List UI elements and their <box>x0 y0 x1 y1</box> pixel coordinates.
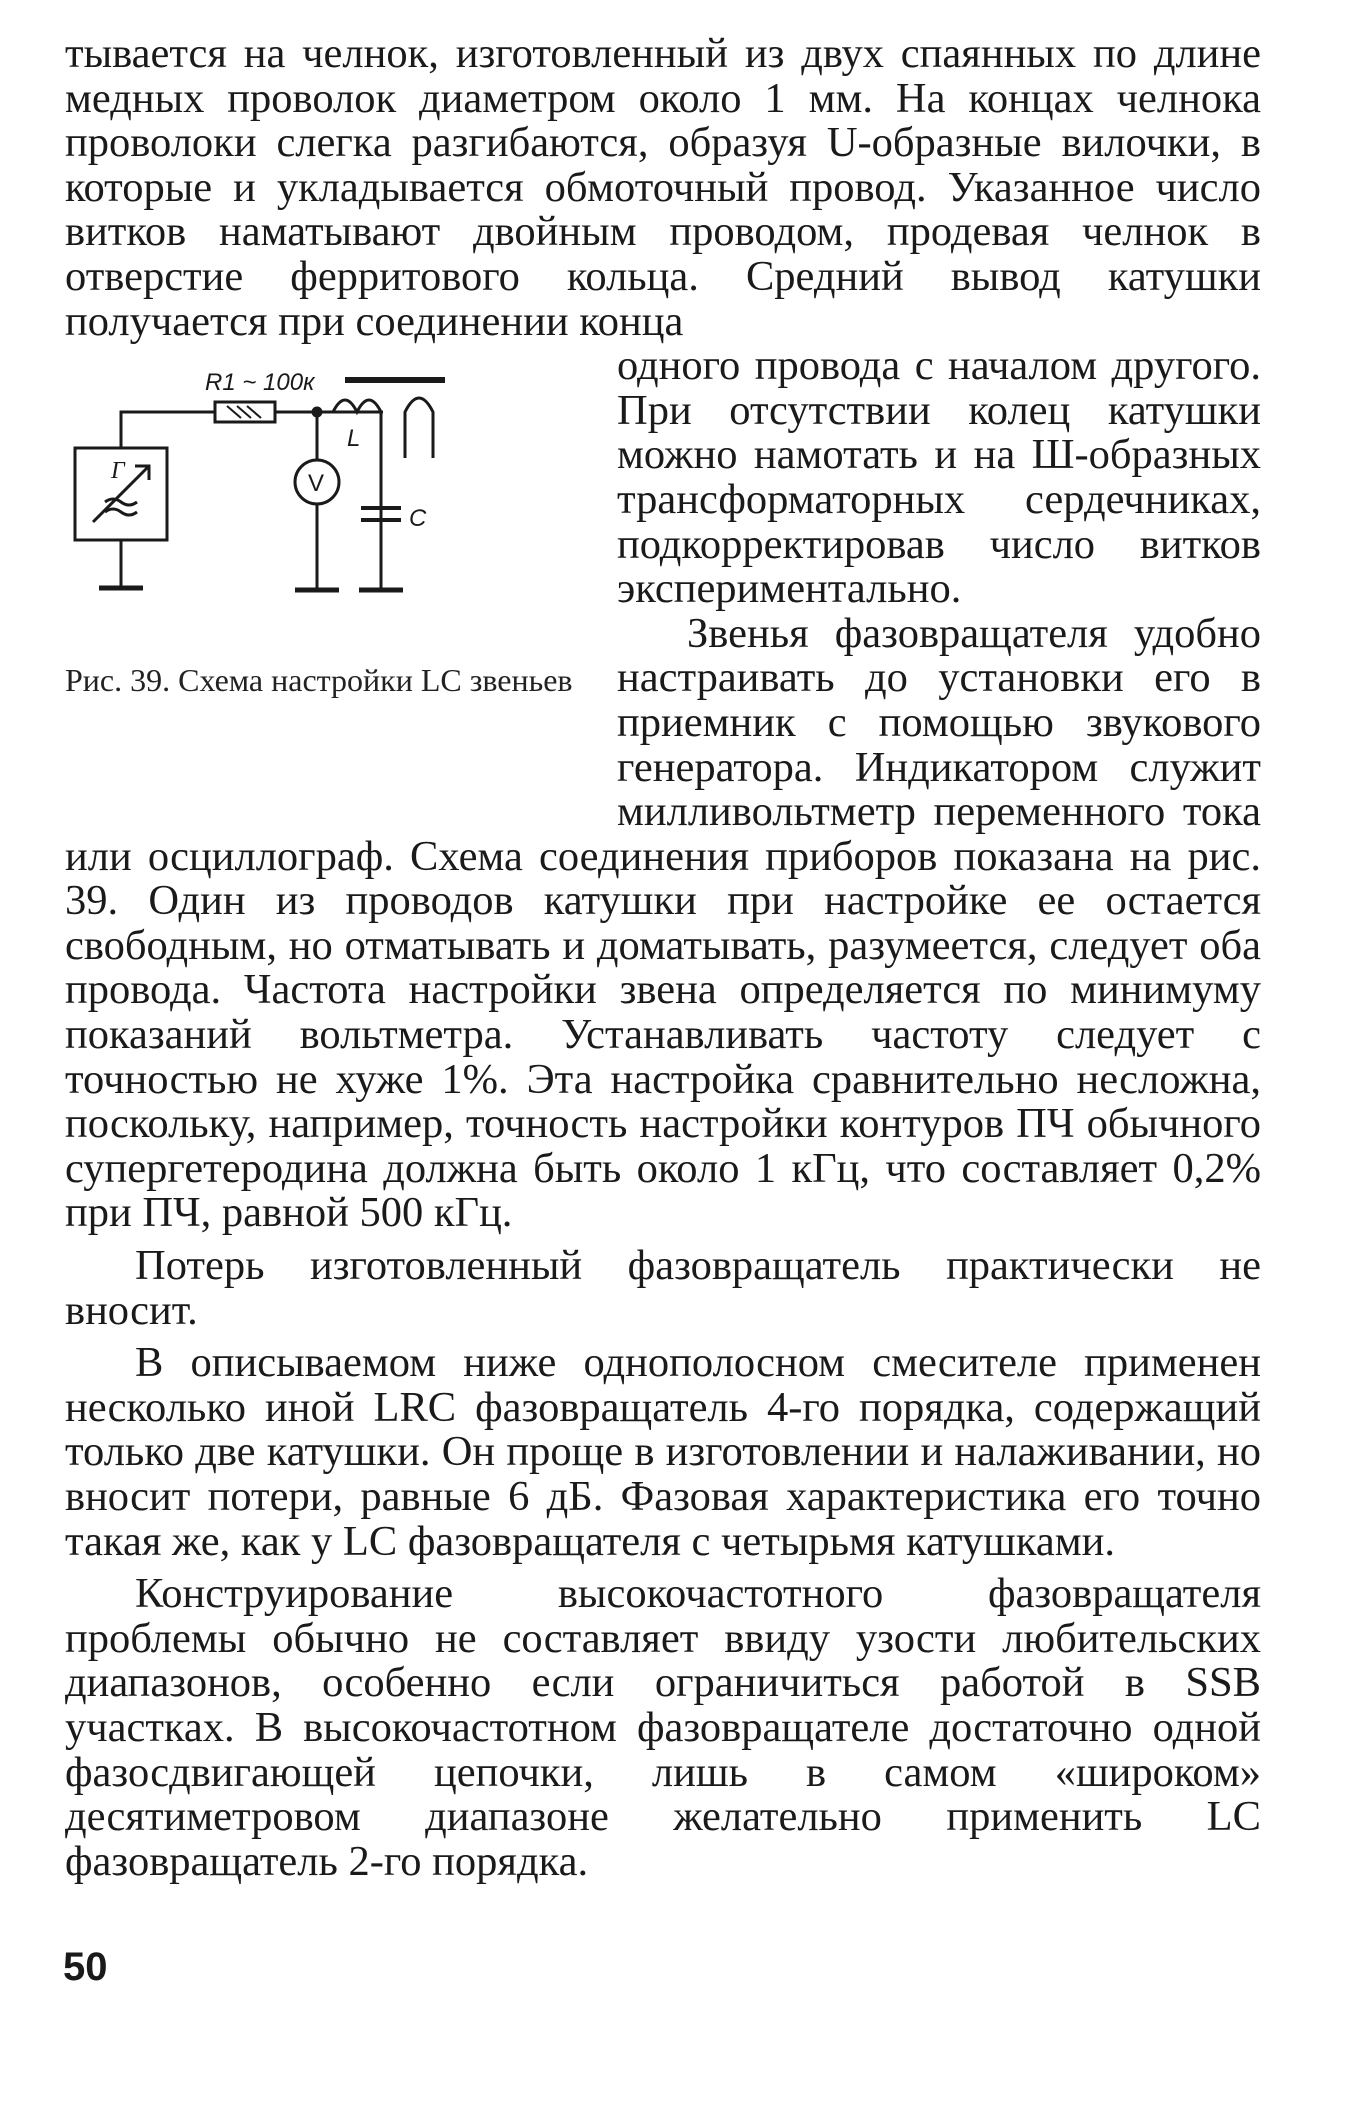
paragraph-5: Конструирование высокочастотного фазовращателя проблемы обычно не составляет ввиду узости любительских диапазонов, особенно если ограничиться работой в SSB участках. В высокочастотном фазовращателе достаточно одной фазосдвигающей цепочки, лишь в самом «широком» десятиметровом диапазоне желательно применить LC фазовращатель 2-го порядка. <box>65 1570 1261 1885</box>
voltmeter-label: V <box>308 470 325 498</box>
page-body <box>65 32 1261 1884</box>
paragraph-4: В описываемом ниже однополосном смесителе применен несколько иной LRC фазовращатель 4-го порядка, содержащий только две катушки. Он проще в изготовлении и налаживании, но вносит потери, равные 6 дБ. Фазовая характеристика его точно такая же, как у LC фазовращателя с четырьмя катушками. <box>65 1339 1261 1565</box>
paragraph-1-start: тывается на челнок, изготовленный из двух спаянных по длине медных проволок диаметром около 1 мм. На концах челнока проволоки слегка разгибаются, образуя U-образные вилочки, в которые и укладывается обмоточный провод. Указанное число витков наматывают двойным проводом, продевая челнок в отверстие ферритового кольца. Средний вывод катушки получается при соединении конца <box>65 30 1261 345</box>
figure-39 <box>65 344 585 792</box>
lc-tuning-schematic <box>65 370 585 670</box>
figure-caption: Рис. 39. Схема настройки LC звеньев <box>65 662 573 699</box>
paragraph-3: Потерь изготовленный фазовращатель практически не вносит. <box>65 1242 1261 1334</box>
capacitor-label: C <box>409 505 427 533</box>
paragraph-1-beside-figure: одного провода с началом другого. При отсутствии колец катушки можно намотать и на Ш-образных трансформаторных сердечниках, подкорректировав число витков экспериментально. <box>617 342 1261 613</box>
inductor-label: L <box>347 425 361 453</box>
page-number: 50 <box>63 1945 108 1989</box>
free-winding <box>405 398 433 458</box>
inductor-l <box>317 400 381 560</box>
paragraph-2: Звенья фазовращателя удобно настраивать до установки его в приемник с помощью звукового генератора. Индикатором служит милливольтметр переменного тока или осциллограф. Схема соединения приборов показана на рис. 39. Один из проводов катушки при настройке ее остается свободным, но отматывать и доматывать, разумеется, следует оба провода. Частота настройки звена определяется по минимуму показаний вольтметра. Устанавливать частоту следует с точностью не хуже 1%. Эта настройка сравнительно несложна, поскольку, например, точность настройки контуров ПЧ обычного супергетеродина должна быть около 1 кГц, что составляет 0,2% при ПЧ, равной 500 кГц. <box>65 609 1261 1237</box>
resistor-label: R1 ~ 100к <box>205 370 315 397</box>
generator-label: Г <box>111 458 125 485</box>
